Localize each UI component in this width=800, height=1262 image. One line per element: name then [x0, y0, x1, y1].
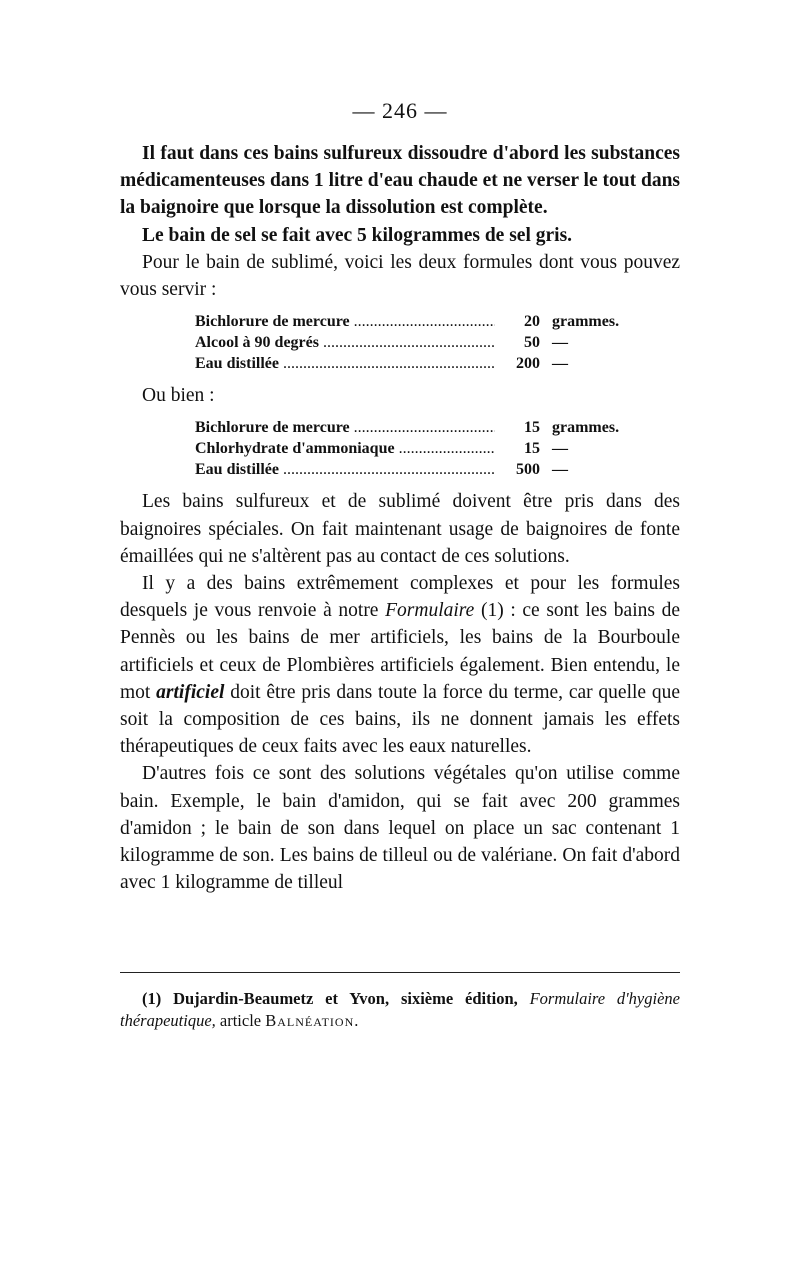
quantity: 15 — [524, 440, 540, 458]
paragraph-5-text-b: (1) : ce sont les bains de Pennès ou les bains de mer artificiels, les bains de la Bourboule artificiels et ceux de Plombières artificiels également. Bien entendu, le mot — [120, 600, 680, 703]
footnote-title: Formulaire d'hygiène thérapeutique, — [120, 989, 680, 1030]
unit: — — [552, 355, 568, 373]
quantity: 20 — [524, 313, 540, 331]
paragraph-6: D'autres fois ce sont des solutions végétales qu'on utilise comme bain. Exemple, le bain d'amidon, qui se fait avec 200 grammes d'amidon ; le bain de son dans lequel on place un sac contenant 1 kilogramme de son. Les bains de tilleul ou de valériane. On fait d'abord avec 1 kilogramme de tilleul — [120, 763, 680, 894]
artificiel-emphasis: artificiel — [156, 681, 225, 703]
ingredient: Alcool à 90 degrés ..... — [195, 332, 495, 353]
paragraph-2: Le bain de sel se fait avec 5 kilogrammes de sel gris. — [142, 224, 573, 246]
quantity: 50 — [524, 334, 540, 352]
footnote-article-name: Balnéation. — [265, 1011, 360, 1030]
ou-bien-label: Ou bien : — [142, 385, 215, 407]
main-text — [120, 140, 680, 896]
ingredient: Eau distillée ..... — [195, 459, 495, 480]
quantity: 200 — [516, 355, 540, 373]
paragraph-3: Pour le bain de sublimé, voici les deux formules dont vous pouvez vous servir : — [120, 251, 680, 301]
formula-row — [195, 438, 615, 459]
footnote-authors: Dujardin-Beaumetz et Yvon, sixième édition, — [173, 989, 518, 1008]
formulaire-reference: Formulaire — [385, 600, 475, 622]
ingredient: Eau distillée ..... — [195, 353, 495, 374]
unit: grammes. — [552, 313, 620, 331]
footnote-marker: (1) — [142, 989, 162, 1008]
unit: — — [552, 461, 568, 479]
formula-row — [195, 311, 620, 332]
paragraph-5-text-c: doit être pris dans toute la force du terme, car quelle que soit la composition de ces bains, ils ne donnent jamais les effets thérapeutiques de ceux faits avec les eaux naturelles. — [120, 681, 681, 758]
paragraph-5-text-a: Il y a des bains extrêmement complexes et pour les formules desquels je vous renvoie à notre — [120, 573, 680, 622]
ingredient: Bichlorure de mercure ..... — [195, 311, 495, 332]
paragraph-1: Il faut dans ces bains sulfureux dissoudre d'abord les substances médicamenteuses dans 1 litre d'eau chaude et ne verser le tout dans la baignoire que lorsque la dissolution est complète. — [120, 143, 680, 219]
formula-2 — [195, 417, 620, 480]
unit: — — [552, 334, 568, 352]
formula-1 — [195, 311, 620, 374]
footnote — [120, 988, 680, 1032]
footnote-text — [120, 988, 680, 1032]
quantity: 500 — [516, 461, 540, 479]
quantity: 15 — [524, 419, 540, 437]
footnote-divider — [120, 972, 680, 973]
ingredient: Chlorhydrate d'ammoniaque ..... — [195, 438, 495, 459]
formula-row — [195, 459, 615, 480]
unit: grammes. — [552, 419, 620, 437]
footnote-article: article — [219, 1011, 262, 1030]
formula-row — [195, 353, 615, 374]
ingredient: Bichlorure de mercure ..... — [195, 417, 495, 438]
page-number: — 246 — — [352, 98, 448, 123]
formula-row — [195, 417, 620, 438]
paragraph-4: Les bains sulfureux et de sublimé doivent être pris dans des baignoires spéciales. On fait maintenant usage de baignoires de fonte émaillées qui ne s'altèrent pas au contact de ces solutions. — [120, 491, 680, 567]
unit: — — [552, 440, 568, 458]
formula-row — [195, 332, 615, 353]
paragraph-5 — [120, 570, 680, 760]
